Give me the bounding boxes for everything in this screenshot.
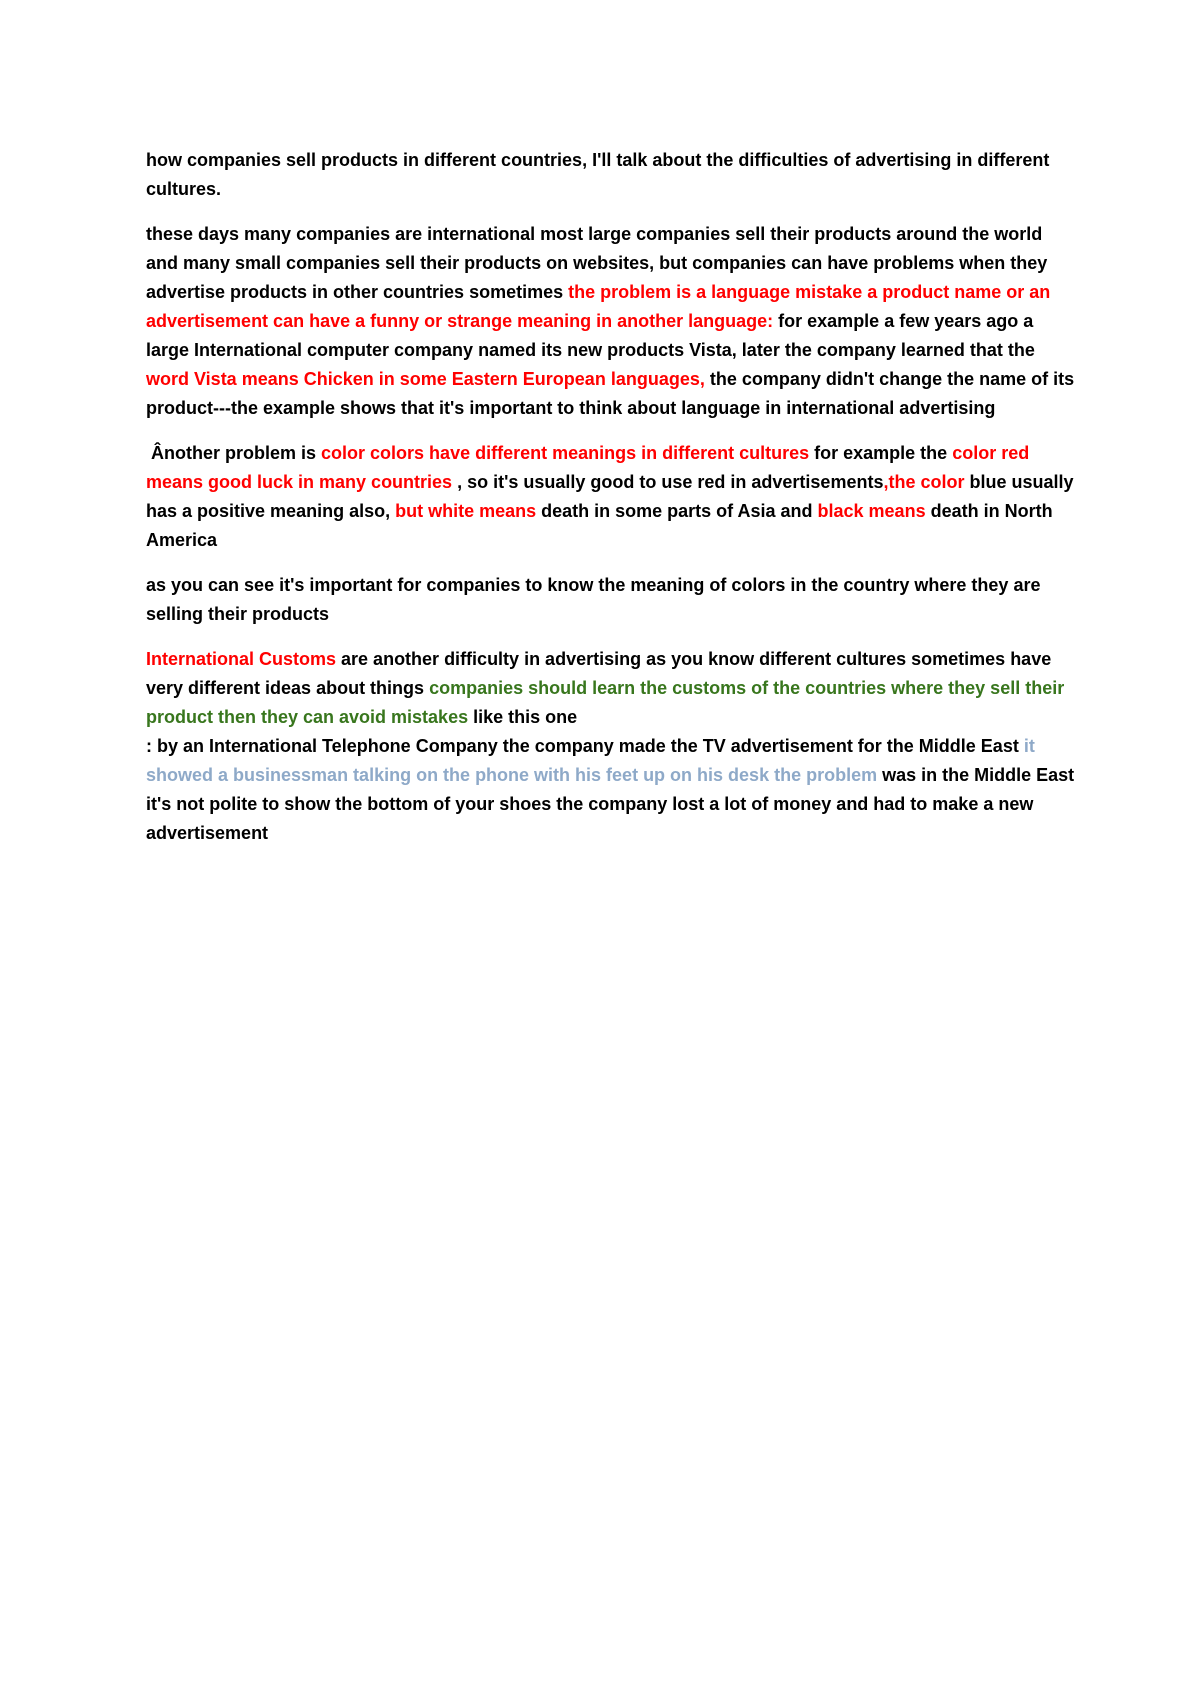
text-run: for example the [809,443,953,463]
highlighted-text-run: companies should learn the customs of the countries where they sell their product then they can avoid mistakes [146,678,1070,727]
text-run: the company didn't change the name of its product---the example shows that it's important to think about language in international advertising [146,369,1080,418]
paragraph-language [146,220,1080,423]
text-run: are another difficulty in advertising as you know different cultures sometimes have very different ideas about things [146,649,1057,698]
text-run: like this one [468,707,578,727]
text-run: as you can see it's important for companies to know the meaning of colors in the country where they are selling their products [146,575,1046,624]
highlighted-text-run: black means [817,501,926,521]
paragraph-color-summary [146,571,1076,629]
text-run: was in the Middle East it's not polite to show the bottom of your shoes the company lost a lot of money and had to make a new advertisement [146,765,1080,843]
document-body [146,146,1080,864]
highlighted-text-run: it showed a businessman talking on the phone with his feet up on his desk the problem [146,736,1040,785]
text-run: , so it's usually good to use red in advertisements [452,472,884,492]
text-run: blue usually has a positive meaning also, [146,472,1079,521]
text-run: death in North America [146,501,1057,550]
highlighted-text-run: color red means good luck in many countries [146,443,1035,492]
highlighted-text-run: word Vista means Chicken in some Eastern European languages, [146,369,705,389]
paragraph-color [146,439,1079,555]
text-run: death in some parts of Asia and [536,501,818,521]
highlighted-text-run: ,the color [883,472,965,492]
text-run: Ânother problem is [146,443,322,463]
paragraph-customs [146,645,1076,732]
text-run: how companies sell products in different countries, I'll talk about the difficulties of advertising in different cultures. [146,150,1055,199]
highlighted-text-run: the problem is a language mistake a product name or an advertisement can have a funny or strange meaning in another language: [146,282,1056,331]
paragraph-intro [146,146,1076,204]
paragraph-telephone-example [146,732,1080,848]
highlighted-text-run: but white means [395,501,537,521]
text-run: : by an International Telephone Company the company made the TV advertisement for the Middle East [146,736,1024,756]
highlighted-text-run: International Customs [146,649,337,669]
highlighted-text-run: color colors have different meanings in different cultures [321,443,810,463]
text-run: for example a few years ago a large International computer company named its new products Vista, later the company learned that the [146,311,1040,360]
text-run: these days many companies are international most large companies sell their products around the world and many small companies sell their products on websites, but companies can have problems when they advertise products in other countries sometimes [146,224,1053,302]
